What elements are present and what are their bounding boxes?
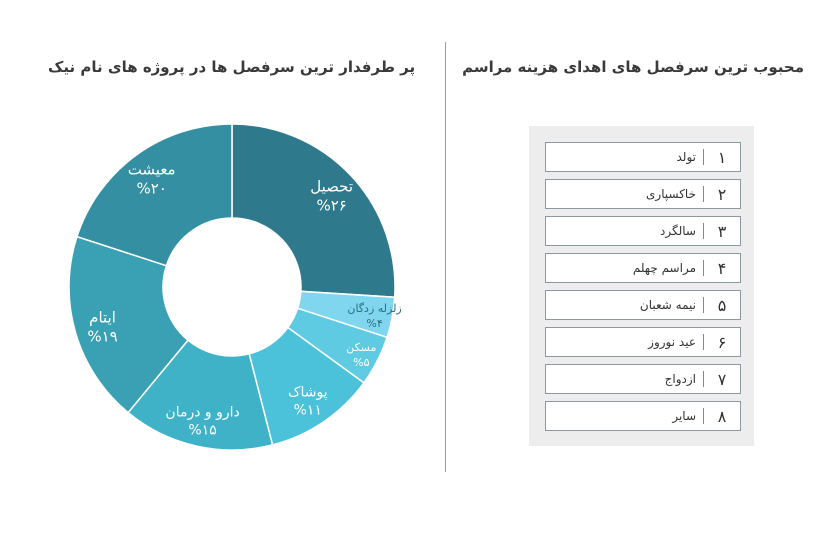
slice-name-label: ایتام bbox=[89, 308, 116, 327]
slice-percent-label: %۱۵ bbox=[188, 422, 217, 439]
slice-name-label: معیشت bbox=[127, 160, 176, 179]
ranking-separator bbox=[703, 297, 704, 313]
donut-chart-title: پر طرفدار ترین سرفصل ها در پروژه های نام نیک bbox=[48, 58, 416, 76]
slice-percent-label: %۲۶ bbox=[316, 196, 347, 215]
ranking-number: ۲ bbox=[717, 184, 727, 204]
slice-percent-label: %۵ bbox=[353, 355, 370, 369]
ranking-number: ۳ bbox=[717, 221, 727, 241]
slice-name-label: زلزله زدگان bbox=[347, 302, 402, 316]
ranking-separator bbox=[703, 334, 704, 350]
ranking-number: ۶ bbox=[717, 332, 727, 352]
ranking-number: ۸ bbox=[717, 406, 727, 426]
ranking-panel bbox=[529, 126, 754, 446]
ranking-separator bbox=[703, 371, 704, 387]
ranking-separator bbox=[703, 186, 704, 202]
ranking-label: خاکسپاری bbox=[646, 187, 696, 201]
ranking-label: عید نوروز bbox=[648, 335, 696, 349]
ranking-row-8 bbox=[545, 401, 741, 431]
section-divider bbox=[445, 42, 446, 472]
ranking-number: ۱ bbox=[717, 147, 727, 167]
ranking-label: مراسم چهلم bbox=[632, 261, 696, 275]
ranking-row-2 bbox=[545, 179, 741, 209]
slice-percent-label: %۱۹ bbox=[87, 327, 118, 346]
slice-percent-label: %۱۱ bbox=[293, 402, 322, 419]
ranking-label: سایر bbox=[672, 409, 696, 423]
ranking-separator bbox=[703, 408, 704, 424]
ranking-row-6 bbox=[545, 327, 741, 357]
ranking-label: ازدواج bbox=[664, 372, 696, 386]
ranking-number: ۷ bbox=[717, 369, 727, 389]
donut-slice bbox=[232, 124, 395, 297]
slice-percent-label: %۴ bbox=[366, 317, 383, 331]
slice-name-label: پوشاک bbox=[287, 384, 328, 401]
slice-name-label: مسکن bbox=[346, 340, 377, 354]
ranking-row-1 bbox=[545, 142, 741, 172]
ranking-title: محبوب ترین سرفصل های اهدای هزینه مراسم bbox=[462, 58, 804, 76]
slice-name-label: دارو و درمان bbox=[165, 404, 240, 421]
ranking-row-4 bbox=[545, 253, 741, 283]
ranking-number: ۴ bbox=[717, 258, 727, 278]
ranking-separator bbox=[703, 223, 704, 239]
ranking-row-5 bbox=[545, 290, 741, 320]
ranking-label: سالگرد bbox=[660, 224, 696, 238]
ranking-number: ۵ bbox=[717, 295, 727, 315]
ranking-separator bbox=[703, 260, 704, 276]
slice-percent-label: %۲۰ bbox=[136, 179, 167, 198]
ranking-separator bbox=[703, 149, 704, 165]
ranking-row-7 bbox=[545, 364, 741, 394]
ranking-label: نیمه شعبان bbox=[639, 298, 696, 312]
slice-name-label: تحصیل bbox=[310, 177, 354, 196]
ranking-label: تولد bbox=[676, 150, 696, 164]
ranking-row-3 bbox=[545, 216, 741, 246]
